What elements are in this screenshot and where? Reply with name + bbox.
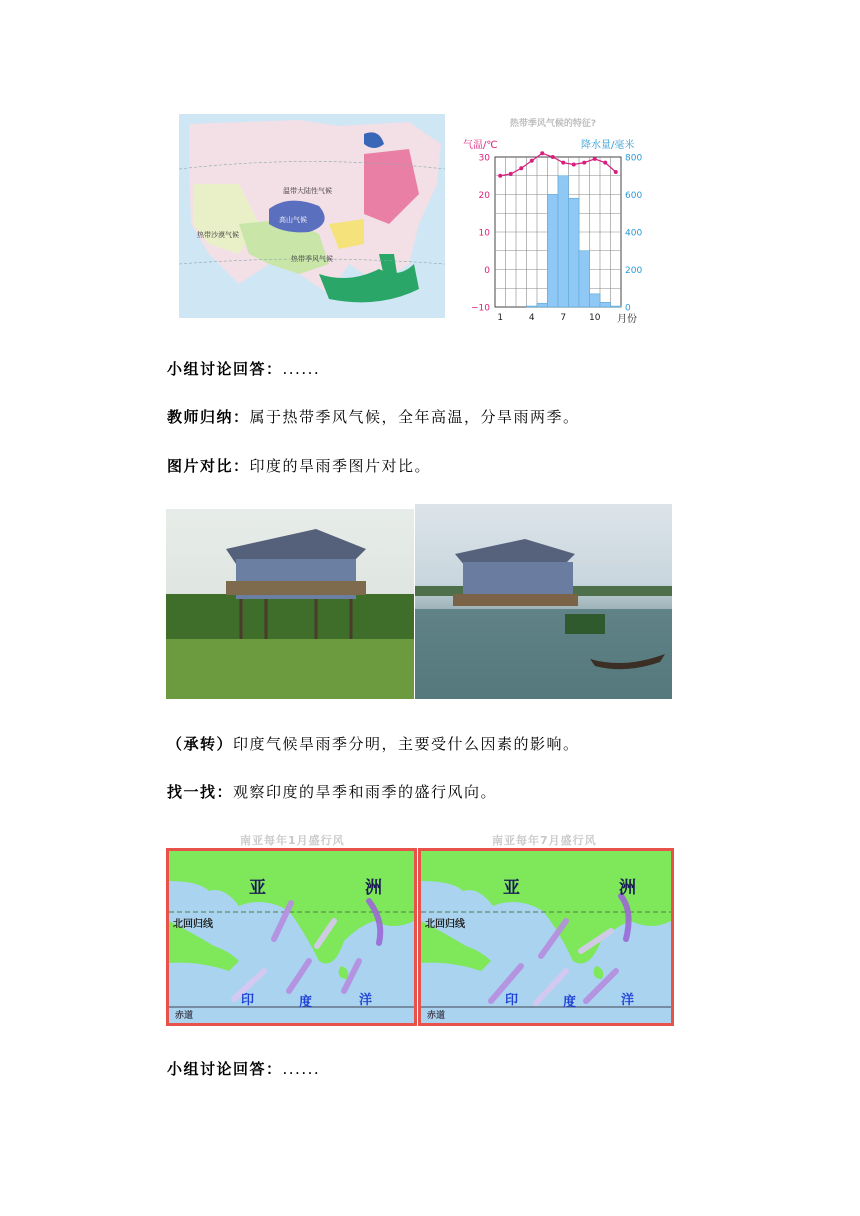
chart-title: 热带季风气候的特征? — [509, 119, 597, 129]
chart-temperature-point-7 — [561, 161, 565, 165]
wind-jan-ocean-2: 度 — [299, 995, 313, 1010]
wind-jan-tropic: 北回归线 — [173, 919, 213, 930]
chart-ylabel-left: 气温/℃ — [463, 140, 498, 151]
chart-xlabel: 月份 — [617, 314, 637, 325]
paragraph-group-answer-2 — [167, 1058, 320, 1079]
chart-y-left-tick: 20 — [478, 191, 490, 201]
wind-jul-asia-1: 亚 — [503, 878, 520, 898]
map-label-desert: 热带沙漠气候 — [197, 231, 239, 239]
chart-y-left-tick: −10 — [471, 303, 490, 314]
chart-y-right-tick: 400 — [625, 228, 643, 239]
chart-bar-month-12 — [611, 306, 622, 307]
chart-bar-month-4 — [527, 306, 538, 307]
chart-temperature-point-12 — [614, 170, 618, 174]
chart-x-tick: 7 — [560, 313, 567, 323]
wind-jan-asia-2: 洲 — [365, 878, 382, 898]
chart-bar-month-5 — [537, 303, 548, 307]
chart-x-tick: 10 — [589, 313, 601, 323]
chart-bar-month-8 — [569, 198, 580, 307]
chart-x-tick: 4 — [528, 313, 535, 323]
chart-temperature-point-2 — [509, 172, 513, 176]
chart-x-tick: 1 — [497, 313, 504, 323]
p4-text: 印度气候旱雨季分明，主要受什么因素的影响。 — [233, 735, 580, 753]
chart-y-right-tick: 600 — [625, 191, 643, 201]
map-label-highland: 高山气候 — [279, 216, 307, 224]
p6-label: 小组讨论回答： — [167, 1060, 283, 1078]
paragraph-group-answer-1 — [167, 358, 320, 379]
chart-temperature-point-3 — [519, 166, 523, 170]
wind-jul-tropic: 北回归线 — [425, 919, 465, 930]
wind-map-left-title: 南亚每年1月盛行风 — [240, 834, 345, 847]
chart-temperature-point-9 — [582, 161, 586, 165]
photo-dry-season-house — [166, 509, 414, 699]
p6-text: ...... — [282, 1060, 321, 1078]
chart-temperature-point-8 — [572, 163, 576, 167]
chart-y-right-tick: 800 — [625, 153, 643, 164]
paragraph-teacher-summary — [167, 406, 580, 427]
paragraph-find — [167, 781, 497, 802]
p1-label: 小组讨论回答： — [167, 360, 283, 378]
map-label-monsoon: 热带季风气候 — [291, 255, 333, 263]
chart-bar-month-10 — [590, 294, 601, 307]
chart-temperature-point-5 — [540, 151, 544, 155]
chart-bar-month-11 — [600, 302, 611, 307]
paragraph-transition — [167, 733, 580, 754]
chart-temperature-point-6 — [551, 155, 555, 159]
p2-label: 教师归纳： — [167, 408, 250, 426]
climate-chart — [457, 112, 650, 328]
wind-jan-equator: 赤道 — [175, 1011, 194, 1021]
wind-jan-asia-1: 亚 — [249, 878, 266, 898]
wind-jul-ocean-2: 度 — [563, 995, 577, 1010]
wind-jan-ocean-3: 洋 — [359, 993, 373, 1008]
chart-y-right-tick: 0 — [625, 303, 631, 314]
p3-label: 图片对比： — [167, 457, 250, 475]
wind-map-right-title: 南亚每年7月盛行风 — [492, 834, 597, 847]
p5-label: 找一找： — [167, 783, 234, 801]
chart-y-left-tick: 30 — [478, 153, 490, 164]
p1-text: ...... — [282, 360, 321, 378]
map-label-temperate: 温带大陆性气候 — [283, 187, 332, 195]
wind-map-july — [418, 848, 674, 1026]
chart-temperature-point-4 — [530, 159, 534, 163]
chart-y-left-tick: 10 — [478, 228, 490, 239]
p2-text: 属于热带季风气候，全年高温，分旱雨两季。 — [249, 408, 580, 426]
chart-temperature-point-10 — [593, 157, 597, 161]
chart-y-right-tick: 200 — [625, 266, 643, 276]
chart-temperature-point-11 — [603, 161, 607, 165]
climate-chart-svg — [457, 112, 650, 328]
p3-text: 印度的旱雨季图片对比。 — [249, 457, 432, 475]
paragraph-picture-compare — [167, 455, 431, 476]
wind-jul-asia-2: 洲 — [619, 878, 636, 898]
chart-bar-month-7 — [558, 176, 569, 307]
chart-ylabel-right: 降水量/毫米 — [581, 140, 635, 151]
chart-bar-month-6 — [548, 195, 559, 308]
wind-map-january — [166, 848, 417, 1026]
chart-y-left-ticks — [471, 154, 490, 314]
photo-rainy-season-house — [415, 504, 672, 699]
asia-climate-map — [179, 114, 445, 318]
chart-y-right-ticks — [625, 154, 642, 314]
chart-x-ticks — [497, 313, 600, 323]
wind-jul-ocean-1: 印 — [505, 993, 519, 1008]
chart-y-left-tick: 0 — [484, 266, 490, 276]
chart-bar-month-9 — [579, 251, 590, 307]
wind-jan-ocean-1: 印 — [241, 993, 255, 1008]
chart-temperature-point-1 — [498, 174, 502, 178]
asia-map-graphic — [179, 114, 445, 318]
p5-text: 观察印度的旱季和雨季的盛行风向。 — [233, 783, 498, 801]
wind-jul-ocean-3: 洋 — [621, 993, 635, 1008]
p4-label: （承转） — [167, 735, 234, 753]
wind-jul-equator: 赤道 — [427, 1011, 446, 1021]
